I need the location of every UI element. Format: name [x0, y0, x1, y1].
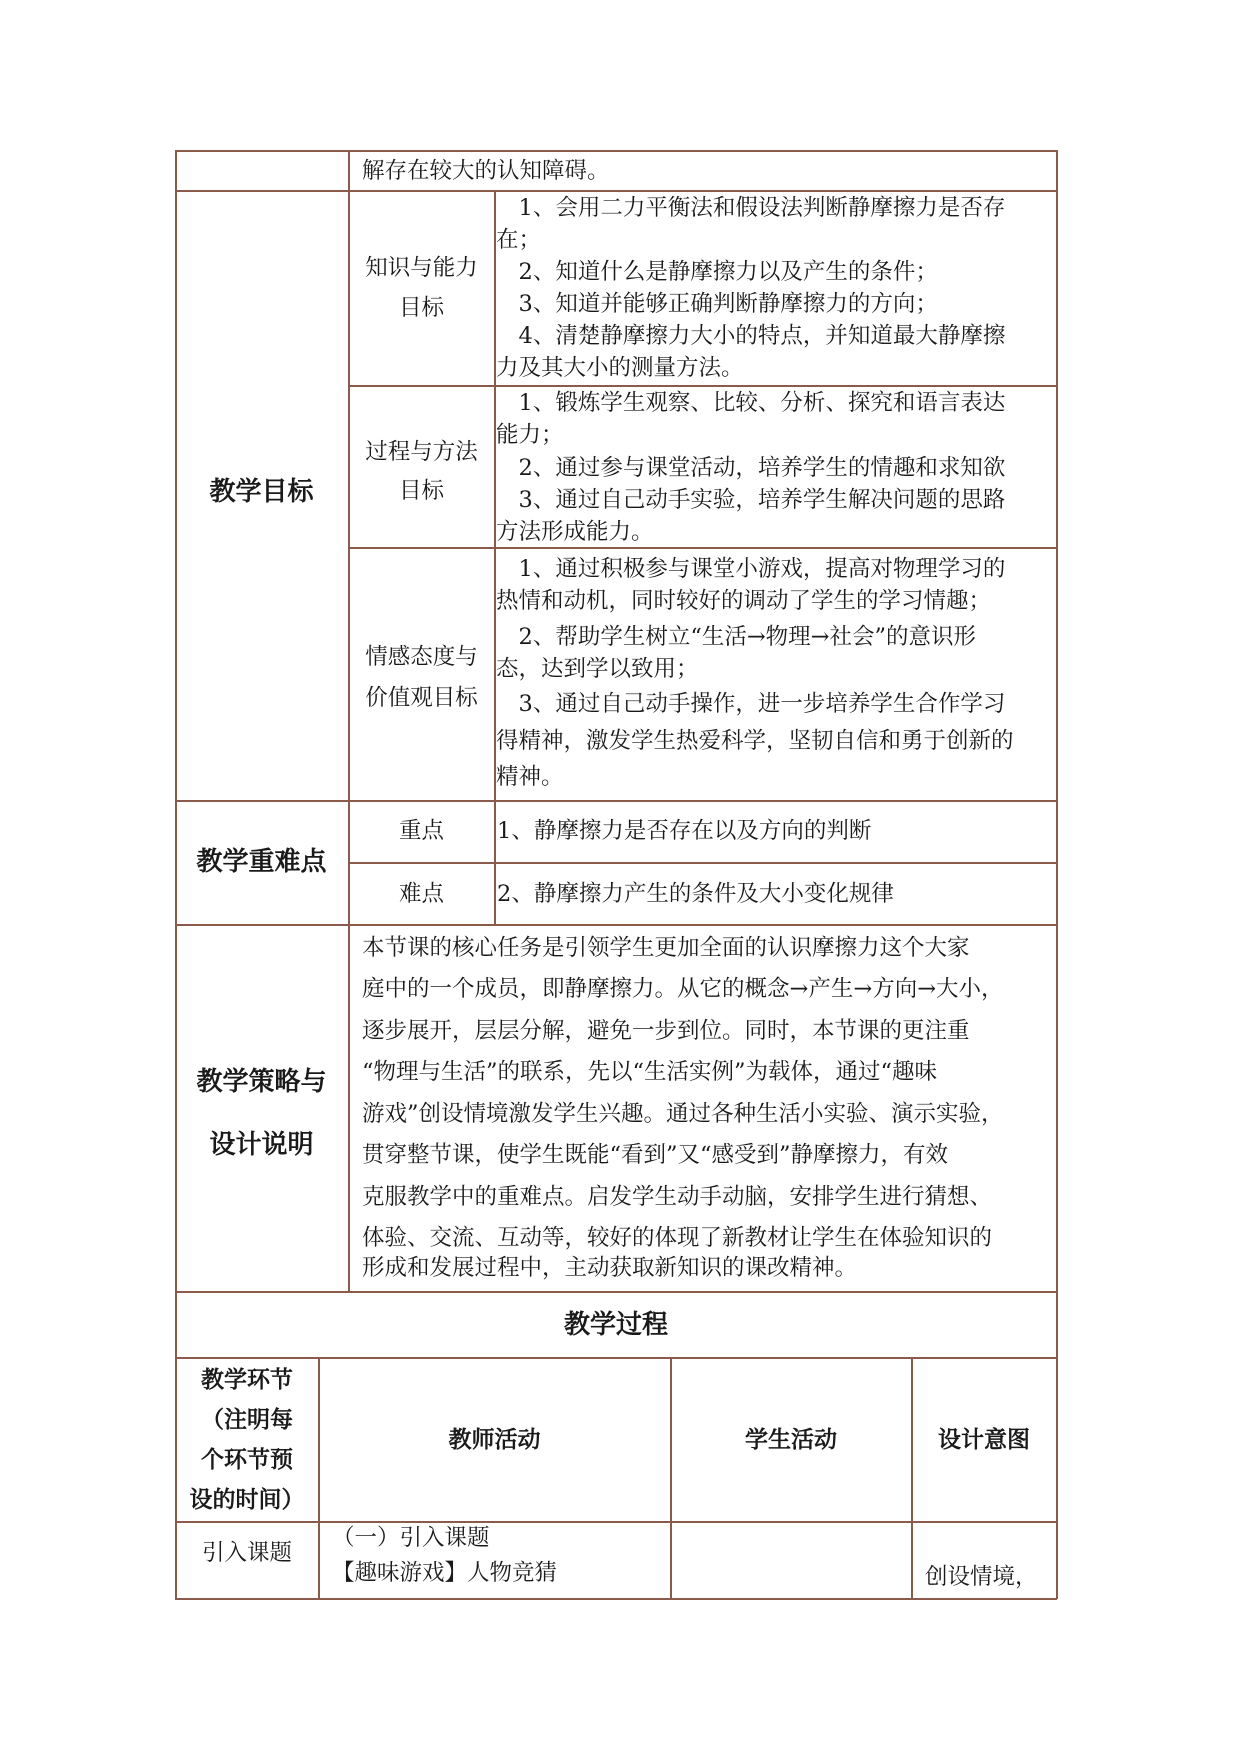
- design-intent-header: 设计意图: [938, 1427, 1030, 1453]
- focus-label: 重点: [398, 818, 444, 844]
- knowledge-line: 力及其大小的测量方法。: [496, 355, 744, 381]
- emotion-line: 1、通过积极参与课堂小游戏，提高对物理学习的: [496, 556, 1006, 582]
- knowledge-line: 在；: [496, 227, 542, 253]
- strategy-text-cell: [350, 926, 1055, 1290]
- emotion-line: 态，达到学以致用；: [496, 656, 699, 682]
- emotion-line: 精神。: [496, 764, 564, 790]
- stage-header-line: （注明每: [201, 1407, 293, 1433]
- teacher-activity-line: （一）引入课题: [332, 1525, 490, 1551]
- process-label-1: 过程与方法: [365, 439, 478, 465]
- emotion-line: 热情和动机，同时较好的调动了学生的学习情趣；: [496, 588, 992, 614]
- stage-header-line: 个环节预: [201, 1447, 293, 1473]
- knowledge-line: 1、会用二力平衡法和假设法判断静摩擦力是否存: [496, 195, 1006, 221]
- process-line: 方法形成能力。: [496, 519, 654, 545]
- strategy-heading-1: 教学策略与: [196, 1067, 327, 1097]
- process-line: 能力；: [496, 422, 564, 448]
- difficulty-label: 难点: [398, 881, 444, 907]
- emotion-line: 得精神，激发学生热爱科学，坚韧自信和勇于创新的: [496, 728, 1014, 754]
- process-section-title: 教学过程: [563, 1310, 668, 1340]
- knowledge-label-2: 目标: [398, 295, 444, 321]
- process-label-2: 目标: [398, 478, 444, 504]
- emotion-label-1: 情感态度与: [365, 644, 478, 670]
- intro-continuation-text: 解存在较大的认知障碍。: [362, 158, 610, 184]
- strategy-line: 游戏”创设情境激发学生兴趣。通过各种生活小实验、演示实验，: [362, 1101, 1004, 1127]
- strategy-line: 贯穿整节课，使学生既能“看到”又“感受到”静摩擦力，有效: [362, 1142, 949, 1168]
- strategy-line: 逐步展开，层层分解，避免一步到位。同时，本节课的更注重: [362, 1018, 970, 1044]
- knowledge-line: 4、清楚静摩擦力大小的特点，并知道最大静摩擦: [496, 323, 1006, 349]
- strategy-line: 庭中的一个成员，即静摩擦力。从它的概念→产生→方向→大小，: [362, 976, 1004, 1002]
- emotion-label-2: 价值观目标: [365, 685, 478, 711]
- process-line: 2、通过参与课堂活动，培养学生的情趣和求知欲: [496, 455, 1006, 481]
- knowledge-objectives-cell: [496, 192, 1056, 384]
- process-line: 1、锻炼学生观察、比较、分析、探究和语言表达: [496, 390, 1006, 416]
- stage-header-line: 设的时间）: [189, 1487, 305, 1513]
- emotion-line: 2、帮助学生树立“生活→物理→社会”的意识形: [496, 624, 977, 650]
- objectives-heading: 教学目标: [209, 477, 314, 507]
- strategy-line: 本节课的核心任务是引领学生更加全面的认识摩擦力这个大家: [362, 935, 970, 961]
- knowledge-line: 3、知道并能够正确判断静摩擦力的方向；: [496, 291, 938, 317]
- key-points-heading: 教学重难点: [196, 847, 327, 877]
- strategy-line: “物理与生活”的联系，先以“生活实例”为载体，通过“趣味: [362, 1059, 938, 1085]
- stage-header-line: 教学环节: [201, 1367, 293, 1393]
- design-intent-cell: 创设情境，: [925, 1564, 1038, 1590]
- student-activity-header: 学生活动: [745, 1427, 837, 1453]
- process-objectives-cell: [496, 387, 1056, 546]
- process-line: 3、通过自己动手实验，培养学生解决问题的思路: [496, 487, 1006, 513]
- knowledge-label-1: 知识与能力: [365, 255, 478, 281]
- strategy-line: 形成和发展过程中，主动获取新知识的课改精神。: [362, 1255, 858, 1281]
- strategy-line: 体验、交流、互动等，较好的体现了新教材让学生在体验知识的: [362, 1225, 993, 1251]
- strategy-line: 克服教学中的重难点。启发学生动手动脑，安排学生进行猜想、: [362, 1184, 993, 1210]
- focus-text: 1、静摩擦力是否存在以及方向的判断: [497, 818, 872, 844]
- emotion-objectives-cell: [496, 549, 1056, 799]
- strategy-heading-2: 设计说明: [209, 1130, 314, 1160]
- difficulty-text: 2、静摩擦力产生的条件及大小变化规律: [497, 881, 894, 907]
- stage-cell: 引入课题: [201, 1540, 292, 1566]
- teacher-activity-header: 教师活动: [448, 1427, 541, 1453]
- knowledge-line: 2、知道什么是静摩擦力以及产生的条件；: [496, 259, 938, 285]
- emotion-line: 3、通过自己动手操作，进一步培养学生合作学习: [496, 691, 1006, 717]
- teacher-activity-line: 【趣味游戏】人物竞猜: [332, 1560, 558, 1586]
